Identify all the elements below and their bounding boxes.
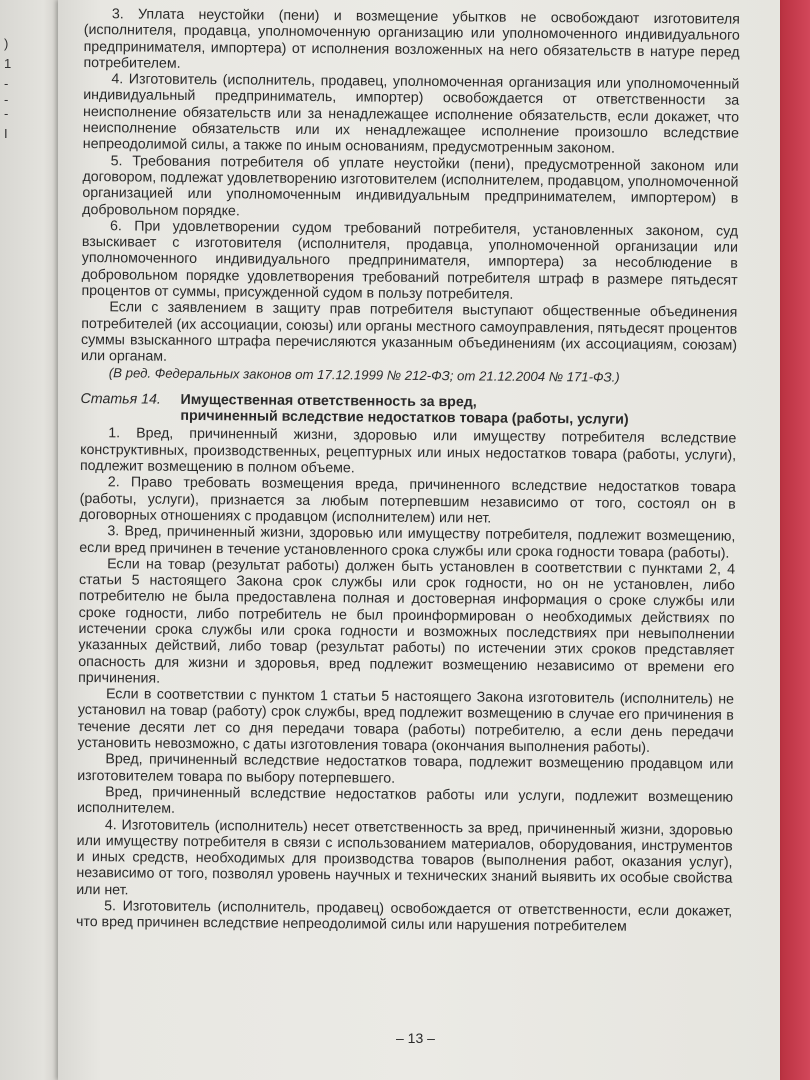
paragraph: 3. Вред, причиненный жизни, здоровью или имуществу потребителя, подлежит возмещению, если вред причинен в течение установленного срока службы или срока годности товара (работы).	[79, 523, 736, 562]
section-top	[81, 6, 740, 387]
paragraph: Если в соответствии с пунктом 1 статьи 5 настоящего Закона изготовитель (исполнитель) не установил на товар (работу) срок службы, вред подлежит возмещению в случае его причинения в течение десяти лет со дня передачи товара (работы) потребителю, а если день передачи установить невозможно, с даты изготовления товара (окончания выполнения работы).	[77, 686, 735, 757]
paragraph: 4. Изготовитель (исполнитель, продавец, уполномоченная организация или уполномоченный индивидуальный предприниматель, импортер) освобождается от ответственности за неисполнение обязательств или за ненадлежащее исполнение обязательств, если докажет, что неисполнение обязательств или их ненадлежащее исполнение произошло вследствие непреодолимой силы, а также по иным основаниям, предусмотренным законом.	[82, 71, 740, 158]
paragraph: 5. Требования потребителя об уплате неустойки (пени), предусмотренной законом или договором, подлежат удовлетворению изготовителем (исполнителем, продавцом, уполномоченной организацией или уполномоченным индивидуальным предпринимателем, импортером) в добровольном порядке.	[82, 152, 739, 219]
paragraph: 2. Право требовать возмещения вреда, причиненного вследствие недостатков товара (работы, услуги), признается за любым потерпевшим независимо от того, состоял он в договорных отношениях с продавцом (исполнителем) или нет.	[79, 474, 736, 527]
margin-mark: -	[4, 92, 9, 107]
margin-mark: 1	[4, 56, 12, 71]
paragraph: Если на товар (результат работы) должен быть установлен в соответствии с пунктами 2, 4 статьи 5 настоящего Закона срок службы или срок годности, но он не установлен, либо потребителю не была предоставлена полная и достоверная информация о сроке службы или сроке годности, либо потребитель не был проинформирован о необходимых действиях по истечении срока службы или срока годности и возможных последствиях при невыполнении указанных действий, либо товар (результат работы) по истечении этих сроков представляет опасность для жизни и здоровья, вред подлежит возмещению независимо от времени его причинения.	[78, 556, 736, 687]
paragraph: Если с заявлением в защиту прав потребителя выступают общественные объединения потребителей (их ассоциации, союзы) или органы местного самоуправления, пятьдесят процентов суммы взысканного штрафа перечисляются указанным объединениям (их ассоциациям, союзам) или органам.	[80, 299, 738, 365]
article-heading-line-1: Имущественная ответственность за вред,	[180, 391, 477, 411]
margin-mark: -	[4, 76, 9, 91]
margin-mark: -	[4, 106, 9, 121]
page-text	[76, 6, 740, 936]
article-header	[80, 391, 736, 429]
page-number: – 13 –	[396, 1030, 435, 1046]
margin-mark: )	[4, 36, 9, 51]
amendment-note: (В ред. Федеральных законов от 17.12.1999 № 212-ФЗ; от 21.12.2004 № 171-ФЗ.)	[108, 364, 620, 385]
paragraph: 6. При удовлетворении судом требований потребителя, установленных законом, суд взыскивает с изготовителя (исполнителя, продавца, уполномоченной организации или уполномоченного индивидуального предпринимателя, импортера) за несоблюдение в добровольном порядке удовлетворения требований потребителя штраф в размере пятьдесят процентов от суммы, присужденной судом в пользу потребителя.	[81, 218, 739, 303]
paragraph: Вред, причиненный вследствие недостатков работы или услуги, подлежит возмещению исполнителем.	[76, 784, 734, 818]
article-heading	[180, 392, 629, 429]
paragraph: 3. Уплата неустойки (пени) и возмещение убытков не освобождают изготовителя (исполнителя, продавца, уполномоченную организацию или уполномоченного индивидуального предпринимателя, импортера) от исполнения возложенных на него обязательств в натуре перед потребителем.	[83, 6, 740, 72]
adjacent-page-edge	[0, 0, 62, 1080]
paragraph: 4. Изготовитель (исполнитель) несет ответственность за вред, причиненный жизни, здоровью или имуществу потребителя в связи с использованием материалов, оборудования, инструментов и иных средств, необходимых для производства товаров (выполнения работ, оказания услуг), независимо от того, позволял уровень научных и технических знаний выявить их особые свойства или нет.	[76, 816, 733, 899]
paragraph: Вред, причиненный вследствие недостатков товара, подлежит возмещению продавцом или изготовителем товара по выбору потерпевшего.	[77, 751, 734, 787]
section-article	[76, 425, 736, 936]
paragraph: 1. Вред, причиненный жизни, здоровью или имуществу потребителя вследствие конструктивных, производственных, рецептурных или иных недостатков товара (работы, услуги), подлежит возмещению в полном объеме.	[79, 425, 737, 477]
margin-mark: I	[4, 126, 8, 141]
red-cover-background	[778, 0, 810, 1080]
article-label: Статья 14.	[80, 390, 161, 408]
paragraph: 5. Изготовитель (исполнитель, продавец) освобождается от ответственности, если докажет, что вред причинен вследствие непреодолимой силы или нарушения потребителем	[75, 898, 733, 936]
article-heading-line-2: причиненный вследствие недостатков товара (работы, услуги)	[180, 407, 629, 428]
